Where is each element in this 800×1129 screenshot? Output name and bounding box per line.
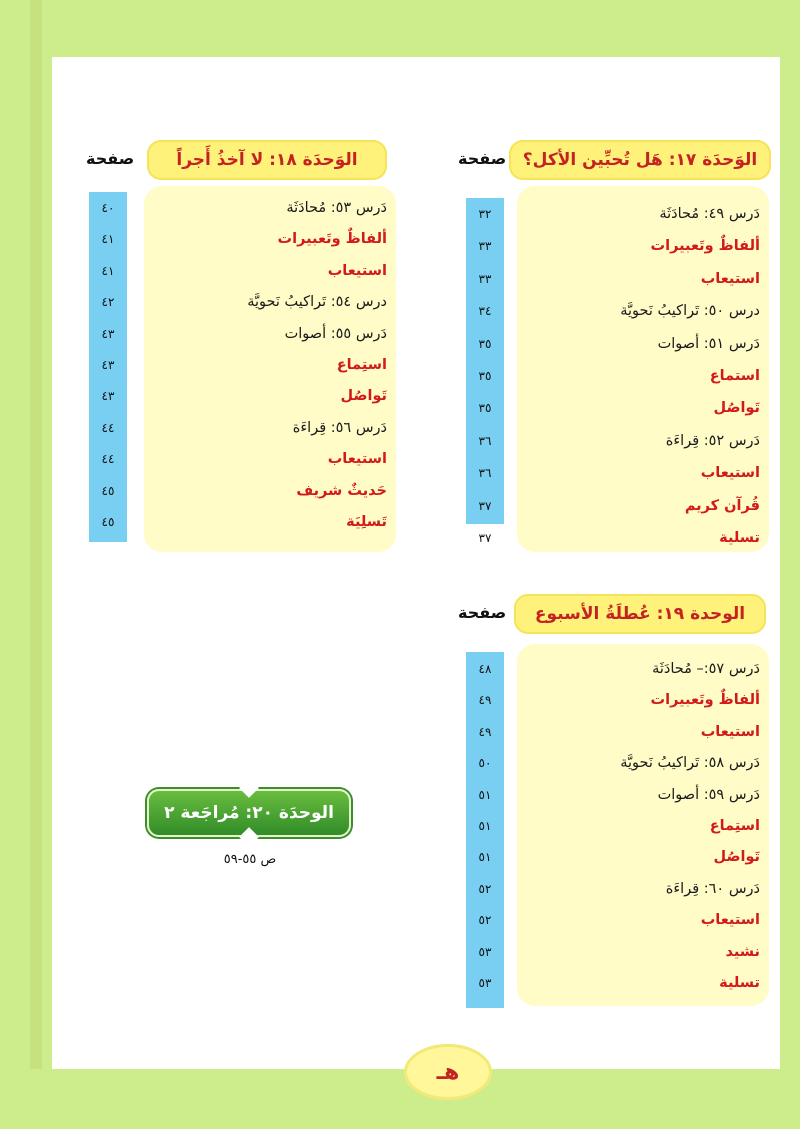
unit-20-page-range: ص ٥٥-٥٩ — [223, 852, 277, 867]
entry-page-number: ٥١ — [478, 850, 492, 865]
contents-entry: ألفاظٌ وتَعبيرات — [277, 231, 387, 248]
contents-entry: تسلية — [719, 530, 760, 546]
entry-page-number: ٣٥ — [478, 401, 492, 416]
entry-page-number: ٥١ — [478, 819, 492, 833]
contents-entry: دَرس ٥١: أصوات — [657, 335, 760, 352]
entry-page-number: ٥٢ — [478, 881, 492, 896]
unit-17-title-text: الوَحدَة ١٧: هَل تُحبِّين الأكل؟ — [522, 150, 758, 170]
contents-entry: ألفاظٌ وتَعبيرات — [650, 692, 760, 709]
contents-entry: حَديثٌ شريف — [296, 482, 387, 499]
contents-entry: تَواصُل — [340, 388, 387, 405]
entry-page-number: ٤٥ — [101, 515, 115, 529]
entry-page-number: ٣٧ — [478, 531, 492, 545]
contents-entry: دَرس ٤٩: مُحادَثَة — [659, 206, 760, 222]
entry-page-number: ٥٢ — [478, 913, 492, 928]
contents-entry: دَرس ٥٩: أصوات — [657, 786, 760, 803]
contents-entry: دَرس ٥٧:– مُحادَثَة — [652, 661, 760, 677]
contents-entry: تَسلِيَة — [346, 514, 387, 530]
entry-page-number: ٤٠ — [101, 201, 115, 215]
unit-20-review-title: الوحدَة ٢٠: مُراجَعة ٢ — [164, 803, 334, 823]
contents-entry: تَواصُل — [713, 400, 760, 417]
entry-page-number: ٣٤ — [478, 304, 492, 319]
contents-entry: قُرآن كريم — [684, 497, 760, 514]
contents-entry: دَرس ٥٥: أصوات — [284, 325, 387, 342]
contents-entry: استيعاب — [700, 723, 760, 740]
entry-page-number: ٤١ — [101, 263, 115, 278]
contents-entry: دَرس ٥٨: تَراكيبُ نَحويَّة — [620, 755, 760, 772]
unit-19-title — [514, 594, 766, 634]
entry-page-number: ٤٩ — [478, 693, 492, 708]
unit-17-title — [509, 140, 771, 180]
unit-18-title-text: الوَحدَة ١٨: لا آخذُ أَجراً — [176, 150, 358, 170]
unit-19-page-label: صفحة — [458, 603, 507, 622]
entry-page-number: ٣٣ — [478, 239, 492, 254]
entry-page-number: ٤٣ — [101, 358, 115, 372]
entry-page-number: ٤٨ — [478, 662, 492, 676]
entry-page-number: ٤٥ — [101, 483, 115, 498]
contents-entry: استيعاب — [700, 912, 760, 929]
entry-page-number: ٤٣ — [101, 389, 115, 404]
page-number-marker — [404, 1044, 492, 1100]
unit-19-title-text: الوحدة ١٩: عُطلَةُ الأسبوع — [534, 604, 746, 624]
entry-page-number: ٥٣ — [478, 944, 492, 959]
contents-entry: دَرس ٦٠: قِراءَة — [665, 880, 760, 897]
contents-entry: درس ٥٠: تَراكيبُ نَحويَّة — [620, 303, 760, 320]
contents-entry: نشيد — [725, 943, 760, 960]
contents-entry: استِماع — [336, 357, 387, 373]
entry-page-number: ٣٣ — [478, 271, 492, 286]
unit-18-title — [147, 140, 387, 180]
entry-page-number: ٤٩ — [478, 724, 492, 739]
contents-entry: دَرس ٥٣: مُحادَثَة — [286, 200, 387, 216]
entry-page-number: ٣٥ — [478, 336, 492, 351]
entry-page-number: ٣٢ — [478, 207, 492, 221]
entry-page-number: ٥٠ — [478, 756, 492, 771]
entry-page-number: ٣٧ — [478, 498, 492, 513]
entry-page-number: ٤٢ — [101, 295, 115, 310]
entry-page-number: ٤٤ — [101, 420, 115, 435]
contents-entry: درس ٥٤: تَراكيبُ نَحويَّة — [247, 294, 387, 311]
contents-entry: دَرس ٥٦: قِراءَة — [292, 419, 387, 436]
entry-page-number: ٤١ — [101, 232, 115, 247]
entry-page-number: ٤٣ — [101, 326, 115, 341]
contents-entry: ألفاظٌ وتَعبيرات — [650, 238, 760, 255]
bottom-band-decoration — [0, 1069, 800, 1129]
contents-entry: دَرس ٥٢: قِراءَة — [665, 432, 760, 449]
entry-page-number: ٤٤ — [101, 452, 115, 467]
contents-entry: استيعاب — [700, 270, 760, 287]
page-number-text: هـ — [436, 1059, 460, 1085]
contents-entry: استِماع — [709, 818, 760, 834]
unit-18-page-label: صفحة — [86, 149, 135, 168]
contents-entry: استيعاب — [327, 451, 387, 468]
entry-page-number: ٥٣ — [478, 976, 492, 990]
unit-17-page-label: صفحة — [458, 149, 507, 168]
entry-page-number: ٣٥ — [478, 369, 492, 383]
left-strip-decoration — [30, 0, 42, 1129]
entry-page-number: ٣٦ — [478, 466, 492, 481]
entry-page-number: ٣٦ — [478, 433, 492, 448]
entry-page-number: ٥١ — [478, 787, 492, 802]
contents-entry: تَواصُل — [713, 849, 760, 866]
contents-entry: تسلية — [719, 975, 760, 991]
contents-entry: استيعاب — [327, 262, 387, 279]
contents-entry: استيعاب — [700, 465, 760, 482]
contents-entry: استماع — [709, 368, 760, 384]
